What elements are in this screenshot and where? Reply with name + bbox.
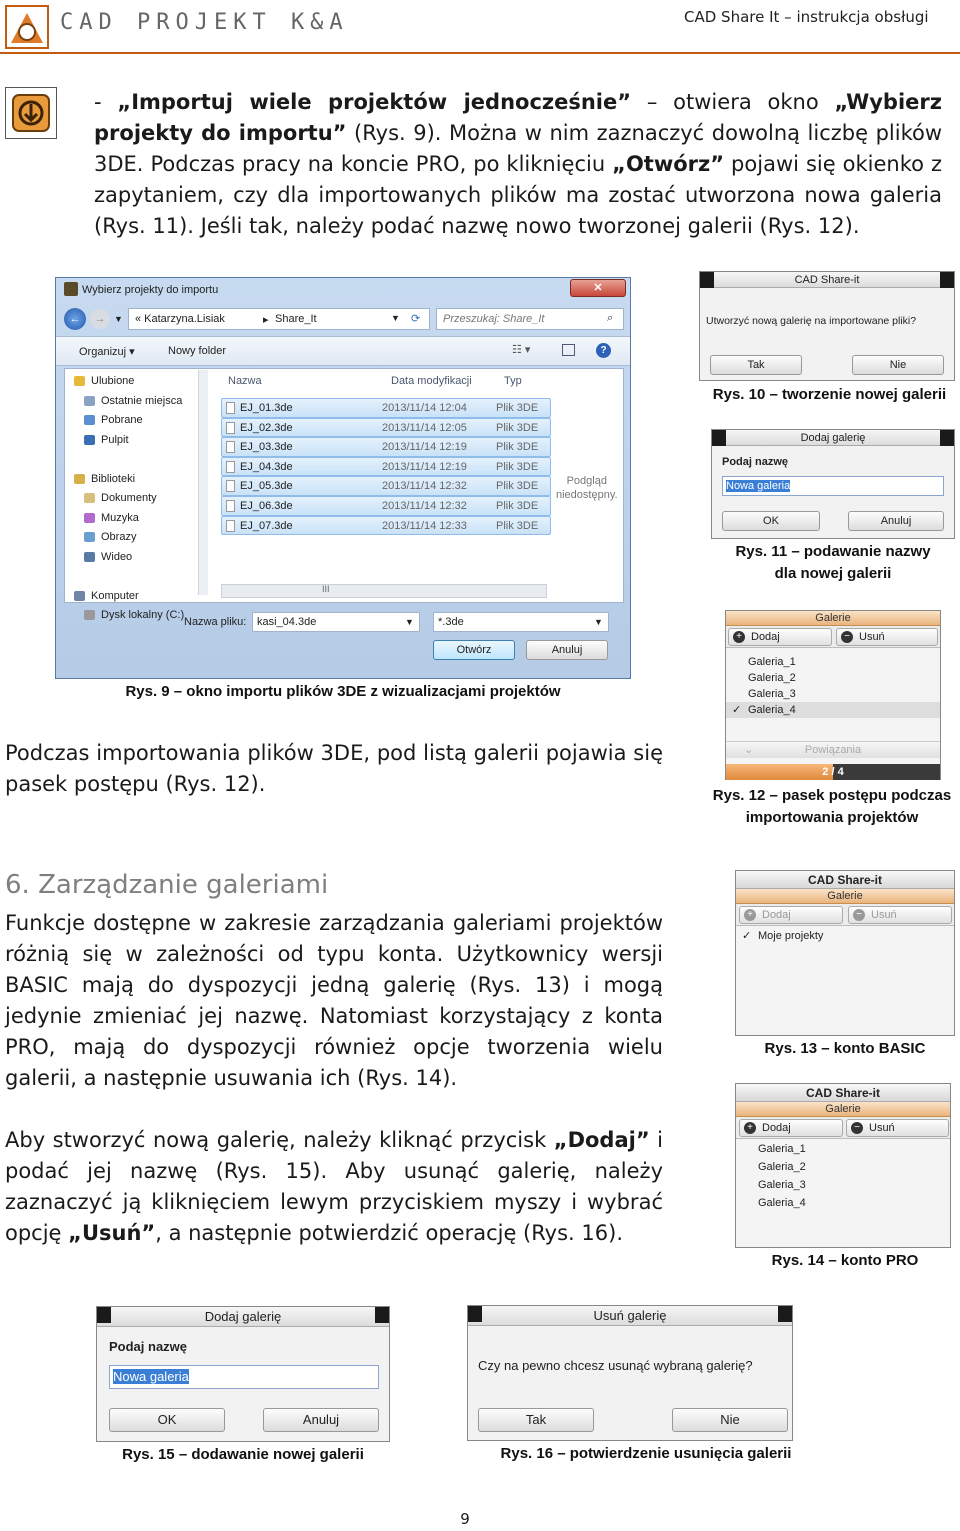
column-header-date[interactable]: Data modyfikacji — [391, 375, 472, 387]
gallery-list — [736, 1139, 950, 1211]
address-bar[interactable] — [128, 308, 430, 330]
add-gallery-button[interactable]: + Dodaj — [728, 628, 832, 646]
path-separator-icon: ▸ — [263, 314, 269, 326]
file-list — [221, 398, 551, 535]
basic-account-panel — [735, 870, 955, 1036]
progress-label: 2 / 4 — [822, 766, 844, 778]
command-toolbar — [56, 336, 630, 366]
file-date: 2013/11/14 12:32 — [382, 499, 467, 512]
file-type: Plik 3DE — [496, 499, 539, 512]
list-item[interactable]: Galeria_2 — [758, 1161, 806, 1173]
nav-item-label: Pulpit — [101, 433, 129, 446]
file-name: EJ_03.3de — [240, 441, 293, 454]
nav-item[interactable] — [70, 587, 200, 607]
caption-rys13: Rys. 13 – konto BASIC — [764, 1040, 926, 1057]
check-icon: ✓ — [732, 704, 742, 716]
file-name: EJ_01.3de — [240, 402, 293, 414]
path-dropdown-icon[interactable]: ▼ — [391, 313, 400, 323]
nav-item-label: Ulubione — [91, 375, 135, 387]
nav-item-label: Dokumenty — [101, 492, 157, 504]
file-type-select[interactable] — [433, 612, 609, 632]
file-date: 2013/11/14 12:19 — [382, 460, 467, 473]
filename-dropdown-icon[interactable]: ▼ — [405, 617, 414, 627]
yes-button[interactable]: Tak — [478, 1408, 594, 1432]
links-section[interactable]: ⌄ Powiązania — [726, 741, 940, 758]
no-button[interactable]: Nie — [672, 1408, 788, 1432]
folder-icon — [84, 610, 95, 620]
path-segment-user[interactable]: « Katarzyna.Lisiak — [135, 313, 225, 325]
folder-icon — [84, 396, 95, 406]
remove-gallery-button[interactable]: − Usuń — [836, 628, 938, 646]
nav-item[interactable] — [70, 392, 200, 412]
pro-account-panel — [735, 1083, 951, 1248]
app-title: CAD Share-it — [736, 871, 954, 889]
nav-item-label: Muzyka — [101, 511, 139, 524]
filename-label: Nazwa pliku: — [184, 616, 247, 628]
plus-icon: + — [744, 909, 756, 921]
search-box[interactable] — [436, 308, 624, 330]
dialog-question: Czy na pewno chcesz usunąć wybraną galerię? — [478, 1358, 753, 1373]
preview-pane-icon[interactable] — [562, 344, 575, 356]
section-paragraph: Funkcje dostępne w zakresie zarządzania galeriami projektów różnią się w zależności od typu konta. Użytkownicy wersji BASIC mają do dyspozycji jedną galerię (Rys. 13) i mogą jedynie zmieniać jej nazwę. Natomiast korzystający z konta PRO, mają do dyspozycji również opcje tworzenia wielu galerii, a następnie usuwania ich (Rys. 14). — [5, 911, 663, 1090]
name-label: Podaj nazwę — [109, 1339, 188, 1354]
dialog-title: Dodaj galerię — [712, 430, 954, 446]
dialog-question: Utworzyć nową galerię na importowane pliki? — [706, 315, 917, 327]
remove-gallery-button-disabled: − Usuń — [848, 906, 952, 924]
add-remove-paragraph: Aby stworzyć nową galerię, należy kliknąć przycisk „Dodaj” i podać jej nazwę (Rys. 15). Aby usunąć galerię, należy zaznaczyć ją kliknięciem lewym przyciskiem myszy i wybrać opcję „Usuń”, a następnie potwierdzić operację (Rys. 16). — [5, 1128, 663, 1245]
list-item[interactable]: Galeria_1 — [758, 1143, 806, 1155]
gallery-toolbar — [736, 1117, 950, 1139]
file-row[interactable] — [221, 516, 551, 536]
page-number: 9 — [460, 1510, 470, 1528]
file-name: EJ_02.3de — [240, 421, 293, 434]
gallery-name-input[interactable]: Nowa galeria — [722, 476, 944, 496]
nav-item[interactable] — [70, 411, 200, 431]
file-date: 2013/11/14 12:04 — [382, 402, 467, 414]
plus-icon: + — [733, 631, 745, 643]
nav-spacer — [70, 567, 200, 587]
file-row[interactable] — [221, 398, 551, 418]
forward-icon[interactable]: → — [90, 309, 110, 329]
file-type: Plik 3DE — [496, 519, 539, 532]
nav-item[interactable] — [70, 548, 200, 568]
file-type: Plik 3DE — [496, 460, 539, 473]
caption-rys15: Rys. 15 – dodawanie nowej galerii — [122, 1446, 364, 1463]
folder-icon — [84, 415, 95, 425]
list-item[interactable]: Galeria_3 — [748, 688, 796, 700]
caption-rys10: Rys. 10 – tworzenie nowej galerii — [712, 386, 947, 403]
horizontal-scrollbar[interactable] — [221, 584, 547, 598]
caption-rys14: Rys. 14 – konto PRO — [771, 1252, 919, 1269]
navigation-tree — [70, 372, 200, 626]
file-icon — [226, 500, 235, 512]
list-item[interactable]: Galeria_1 — [748, 656, 796, 668]
file-type-dropdown-icon[interactable]: ▼ — [594, 617, 603, 627]
no-button[interactable]: Nie — [852, 355, 944, 375]
nav-item-label: Komputer — [91, 589, 139, 602]
minus-icon: − — [853, 909, 865, 921]
nav-item[interactable] — [70, 489, 200, 509]
new-folder-button[interactable]: Nowy folder — [168, 345, 227, 357]
caption-rys12: Rys. 12 – pasek postępu podczas importowania projektów — [712, 787, 952, 826]
open-button[interactable]: Otwórz — [433, 640, 515, 660]
file-type: Plik 3DE — [496, 480, 539, 493]
preview-unavailable: Podgląd niedostępny. — [556, 475, 618, 501]
file-row[interactable] — [221, 496, 551, 516]
dialog-title: Wybierz projekty do importu — [82, 284, 219, 296]
import-multiple-icon-frame — [5, 87, 57, 139]
nav-item-label: Pobrane — [101, 414, 143, 426]
gallery-toolbar — [736, 904, 954, 926]
create-gallery-dialog — [699, 271, 955, 381]
add-gallery-dialog-small — [711, 429, 955, 539]
nav-item[interactable] — [70, 509, 200, 529]
minus-icon: − — [851, 1122, 863, 1134]
nav-item-label: Wideo — [101, 550, 133, 563]
file-icon — [226, 441, 235, 453]
ok-button[interactable]: OK — [722, 511, 820, 531]
list-item[interactable]: ✓ Galeria_4 — [726, 702, 940, 718]
refresh-icon[interactable]: ⟳ — [411, 313, 421, 325]
nav-item[interactable] — [70, 431, 200, 451]
gallery-list — [726, 648, 940, 718]
file-name: EJ_07.3de — [240, 519, 293, 532]
cancel-button[interactable]: Anuluj — [526, 640, 608, 660]
folder-icon — [84, 513, 95, 523]
file-icon — [226, 402, 235, 414]
cancel-button[interactable]: Anuluj — [263, 1408, 379, 1432]
list-item[interactable]: Galeria_4 — [758, 1197, 806, 1209]
file-name: EJ_05.3de — [240, 480, 293, 493]
check-icon: ✓ — [742, 930, 752, 942]
back-icon[interactable]: ← — [64, 308, 86, 330]
add-gallery-button-disabled: + Dodaj — [739, 906, 843, 924]
close-icon[interactable]: ✕ — [570, 279, 626, 297]
organize-menu[interactable]: Organizuj ▾ — [79, 346, 135, 358]
dialog-title: CAD Share-it — [700, 272, 954, 288]
gallery-panel-progress — [725, 610, 941, 780]
file-name: EJ_06.3de — [240, 499, 293, 512]
file-icon — [226, 480, 235, 492]
file-type-value: *.3de — [438, 616, 464, 628]
add-gallery-dialog — [96, 1306, 390, 1442]
caption-rys16: Rys. 16 – potwierdzenie usunięcia galerii — [500, 1445, 792, 1462]
ok-button[interactable]: OK — [109, 1408, 225, 1432]
column-header-name[interactable]: Nazwa — [228, 375, 262, 387]
path-segment-folder[interactable]: Share_It — [275, 313, 317, 325]
file-date: 2013/11/14 12:33 — [382, 519, 467, 532]
name-label: Podaj nazwę — [722, 456, 789, 468]
gallery-name-input[interactable]: Nowa galeria — [109, 1365, 379, 1389]
nav-item[interactable] — [70, 372, 200, 392]
file-icon — [226, 461, 235, 473]
nav-item-label: Dysk lokalny (C:) — [101, 609, 185, 621]
galleries-header: Galerie — [726, 611, 940, 626]
folder-icon — [74, 591, 85, 601]
file-row[interactable] — [221, 437, 551, 457]
scroll-thumb-grip: III — [322, 584, 330, 594]
list-item[interactable]: Galeria_3 — [758, 1179, 806, 1191]
search-placeholder: Przeszukaj: Share_It — [443, 313, 545, 325]
brand-name: CAD PROJEKT K&A — [60, 10, 349, 35]
file-row[interactable] — [221, 418, 551, 438]
add-gallery-button[interactable]: + Dodaj — [739, 1119, 843, 1137]
folder-icon — [84, 532, 95, 542]
filename-value: kasi_04.3de — [257, 616, 317, 628]
progress-bar — [726, 764, 940, 780]
folder-icon — [84, 435, 95, 445]
file-date: 2013/11/14 12:05 — [382, 421, 467, 434]
delete-gallery-dialog — [467, 1305, 793, 1441]
nav-item[interactable] — [70, 606, 200, 626]
minus-icon: − — [841, 631, 853, 643]
folder-icon — [74, 376, 85, 386]
view-options-icon[interactable]: ☷ ▾ — [512, 344, 531, 356]
document-title: CAD Share It – instrukcja obsługi — [684, 8, 929, 26]
file-type: Plik 3DE — [496, 402, 539, 414]
nav-item[interactable] — [70, 528, 200, 548]
nav-item-label: Biblioteki — [91, 472, 136, 485]
galleries-header: Galerie — [736, 1102, 950, 1117]
list-item[interactable]: Galeria_2 — [748, 672, 796, 684]
remove-gallery-button[interactable]: − Usuń — [846, 1119, 949, 1137]
cad-projekt-logo-icon — [5, 5, 49, 49]
file-date: 2013/11/14 12:32 — [382, 480, 467, 493]
list-item[interactable]: ✓ Moje projekty — [742, 930, 824, 942]
history-chevron-icon[interactable]: ▼ — [114, 314, 123, 324]
column-header-type[interactable]: Typ — [504, 375, 522, 387]
header-divider — [0, 52, 960, 54]
file-row[interactable] — [221, 476, 551, 496]
import-dialog-screenshot — [55, 277, 631, 679]
cancel-button[interactable]: Anuluj — [848, 511, 944, 531]
progress-paragraph: Podczas importowania plików 3DE, pod listą galerii pojawia się pasek postępu (Rys. 12). — [5, 741, 663, 796]
folder-icon — [84, 493, 95, 503]
caption-rys11: Rys. 11 – podawanie nazwy dla nowej galerii — [735, 543, 931, 582]
nav-item[interactable] — [70, 470, 200, 490]
section-heading: 6. Zarządzanie galeriami — [5, 870, 329, 900]
yes-button[interactable]: Tak — [710, 355, 802, 375]
gallery-toolbar — [726, 626, 940, 648]
import-multiple-icon — [11, 93, 51, 133]
file-type: Plik 3DE — [496, 421, 539, 434]
help-icon[interactable]: ? — [596, 343, 611, 358]
nav-scrollbar[interactable] — [198, 370, 208, 595]
nav-item-label: Ostatnie miejsca — [101, 394, 183, 407]
chevron-down-icon: ⌄ — [744, 744, 754, 756]
search-icon[interactable]: ⌕ — [607, 312, 614, 324]
dialog-title: Dodaj galerię — [97, 1307, 389, 1327]
dialog-title: Usuń galerię — [468, 1306, 792, 1326]
nav-spacer — [70, 450, 200, 470]
file-date: 2013/11/14 12:19 — [382, 441, 467, 454]
app-title: CAD Share-it — [736, 1084, 950, 1102]
caption-rys9: Rys. 9 – okno importu plików 3DE z wizualizacjami projektów — [125, 683, 561, 700]
dialog-app-icon — [64, 282, 78, 296]
folder-icon — [74, 474, 85, 484]
folder-icon — [84, 552, 95, 562]
filename-input[interactable] — [252, 612, 420, 632]
file-type: Plik 3DE — [496, 441, 539, 454]
plus-icon: + — [744, 1122, 756, 1134]
galleries-header: Galerie — [736, 889, 954, 904]
file-row[interactable] — [221, 457, 551, 477]
nav-item-label: Obrazy — [101, 531, 137, 543]
file-icon — [226, 422, 235, 434]
file-icon — [226, 520, 235, 532]
intro-paragraph: - „Importuj wiele projektów jednocześnie” – otwiera okno „Wybierz projekty do importu” (Rys. 9). Można w nim zaznaczyć dowolną liczbę plików 3DE. Podczas pracy na koncie PRO, po kliknięciu „Otwórz” pojawi się okienko z zapytaniem, czy dla importowanych plików ma zostać utworzona nowa galeria (Rys. 11). Jeśli tak, należy podać nazwę nowo tworzonej galerii (Rys. 12). — [94, 90, 943, 238]
file-name: EJ_04.3de — [240, 460, 293, 473]
